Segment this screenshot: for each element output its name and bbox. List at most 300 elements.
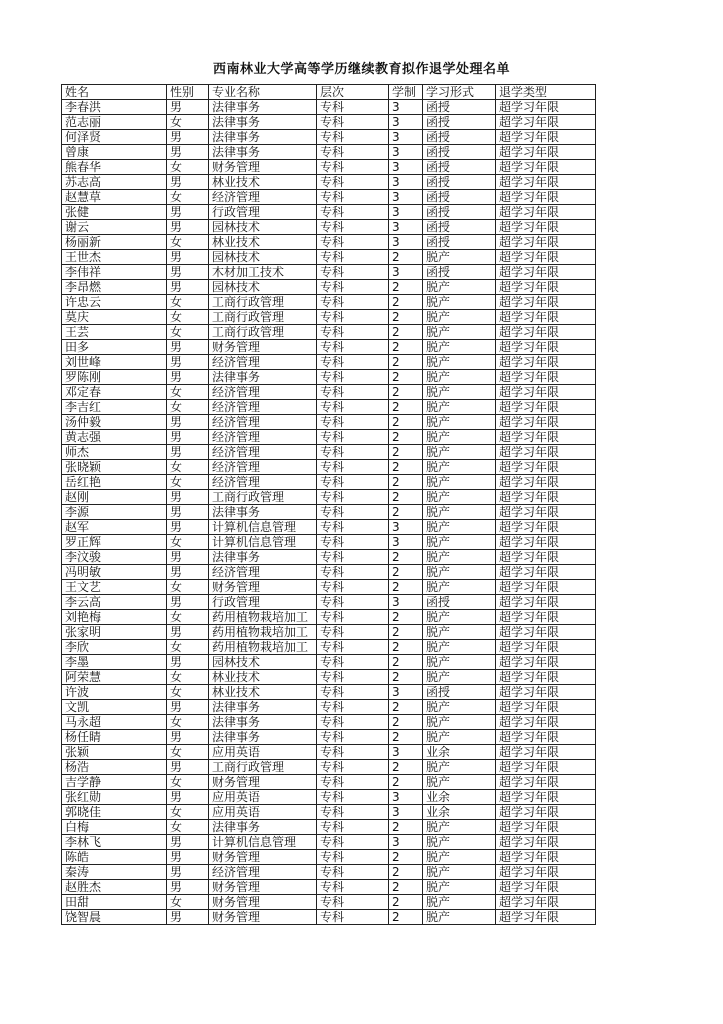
cell-level: 专科 [317,325,389,340]
cell-duration: 2 [389,280,423,295]
cell-gender: 男 [167,145,209,160]
cell-duration: 3 [389,685,423,700]
cell-gender: 男 [167,760,209,775]
cell-duration: 3 [389,160,423,175]
table-row [62,280,596,295]
table-row [62,640,596,655]
table-row [62,850,596,865]
cell-level: 专科 [317,595,389,610]
cell-major: 经济管理 [209,430,317,445]
cell-withdrawal-type: 超学习年限 [496,625,596,640]
cell-name: 李春洪 [62,100,167,115]
cell-withdrawal-type: 超学习年限 [496,415,596,430]
cell-major: 法律事务 [209,100,317,115]
cell-withdrawal-type: 超学习年限 [496,595,596,610]
cell-level: 专科 [317,850,389,865]
cell-duration: 3 [389,100,423,115]
cell-gender: 女 [167,325,209,340]
cell-major: 财务管理 [209,850,317,865]
cell-major: 法律事务 [209,550,317,565]
cell-withdrawal-type: 超学习年限 [496,910,596,925]
cell-duration: 3 [389,175,423,190]
cell-name: 郭晓佳 [62,805,167,820]
cell-withdrawal-type: 超学习年限 [496,340,596,355]
cell-level: 专科 [317,820,389,835]
cell-gender: 女 [167,670,209,685]
cell-major: 经济管理 [209,475,317,490]
table-row [62,160,596,175]
table-row [62,790,596,805]
cell-duration: 2 [389,760,423,775]
cell-study-mode: 函授 [423,685,496,700]
cell-duration: 2 [389,475,423,490]
cell-duration: 2 [389,850,423,865]
table-row [62,880,596,895]
cell-level: 专科 [317,310,389,325]
cell-study-mode: 脱产 [423,400,496,415]
cell-withdrawal-type: 超学习年限 [496,865,596,880]
table-row [62,385,596,400]
cell-withdrawal-type: 超学习年限 [496,850,596,865]
cell-name: 文凯 [62,700,167,715]
cell-gender: 女 [167,115,209,130]
cell-study-mode: 脱产 [423,895,496,910]
table-row [62,415,596,430]
cell-study-mode: 脱产 [423,520,496,535]
cell-major: 林业技术 [209,685,317,700]
cell-gender: 女 [167,685,209,700]
cell-name: 刘世峰 [62,355,167,370]
cell-withdrawal-type: 超学习年限 [496,805,596,820]
cell-name: 李云高 [62,595,167,610]
table-row [62,910,596,925]
cell-duration: 3 [389,130,423,145]
cell-level: 专科 [317,895,389,910]
cell-withdrawal-type: 超学习年限 [496,820,596,835]
cell-withdrawal-type: 超学习年限 [496,880,596,895]
cell-gender: 女 [167,460,209,475]
cell-level: 专科 [317,460,389,475]
table-row [62,805,596,820]
cell-gender: 男 [167,265,209,280]
table-row [62,730,596,745]
header-gender: 性别 [167,85,209,100]
cell-gender: 男 [167,490,209,505]
cell-withdrawal-type: 超学习年限 [496,205,596,220]
table-row [62,715,596,730]
cell-major: 林业技术 [209,175,317,190]
table-row [62,835,596,850]
cell-withdrawal-type: 超学习年限 [496,115,596,130]
cell-gender: 男 [167,625,209,640]
table-row [62,685,596,700]
cell-duration: 2 [389,415,423,430]
cell-name: 汤仲毅 [62,415,167,430]
cell-study-mode: 函授 [423,115,496,130]
cell-withdrawal-type: 超学习年限 [496,400,596,415]
cell-major: 法律事务 [209,370,317,385]
cell-duration: 2 [389,400,423,415]
cell-name: 李林飞 [62,835,167,850]
table-row [62,505,596,520]
table-row [62,220,596,235]
cell-withdrawal-type: 超学习年限 [496,295,596,310]
cell-level: 专科 [317,220,389,235]
table-row [62,325,596,340]
cell-gender: 女 [167,715,209,730]
cell-gender: 男 [167,835,209,850]
cell-gender: 女 [167,895,209,910]
cell-level: 专科 [317,670,389,685]
cell-name: 曾康 [62,145,167,160]
cell-gender: 男 [167,355,209,370]
cell-study-mode: 脱产 [423,445,496,460]
cell-gender: 女 [167,805,209,820]
cell-major: 财务管理 [209,775,317,790]
cell-major: 经济管理 [209,400,317,415]
cell-duration: 3 [389,205,423,220]
cell-withdrawal-type: 超学习年限 [496,445,596,460]
cell-major: 工商行政管理 [209,295,317,310]
cell-withdrawal-type: 超学习年限 [496,790,596,805]
cell-level: 专科 [317,415,389,430]
cell-gender: 男 [167,415,209,430]
cell-gender: 男 [167,175,209,190]
cell-major: 药用植物栽培加工 [209,625,317,640]
table-row [62,625,596,640]
cell-major: 经济管理 [209,565,317,580]
cell-duration: 2 [389,370,423,385]
cell-level: 专科 [317,505,389,520]
cell-major: 经济管理 [209,355,317,370]
cell-level: 专科 [317,490,389,505]
header-withdrawal-type: 退学类型 [496,85,596,100]
cell-name: 赵胜杰 [62,880,167,895]
table-row [62,745,596,760]
cell-major: 应用英语 [209,745,317,760]
cell-duration: 2 [389,910,423,925]
table-row [62,190,596,205]
cell-name: 吉学静 [62,775,167,790]
cell-major: 应用英语 [209,790,317,805]
cell-duration: 3 [389,235,423,250]
cell-name: 莫庆 [62,310,167,325]
cell-gender: 男 [167,730,209,745]
cell-gender: 女 [167,400,209,415]
cell-level: 专科 [317,355,389,370]
cell-gender: 男 [167,220,209,235]
cell-name: 张家明 [62,625,167,640]
cell-duration: 2 [389,895,423,910]
cell-study-mode: 函授 [423,595,496,610]
cell-name: 何泽贤 [62,130,167,145]
cell-withdrawal-type: 超学习年限 [496,460,596,475]
cell-study-mode: 脱产 [423,550,496,565]
cell-major: 法律事务 [209,730,317,745]
cell-gender: 女 [167,310,209,325]
cell-name: 谢云 [62,220,167,235]
table-row [62,265,596,280]
cell-major: 法律事务 [209,715,317,730]
cell-name: 许波 [62,685,167,700]
cell-level: 专科 [317,430,389,445]
cell-duration: 2 [389,505,423,520]
cell-major: 经济管理 [209,190,317,205]
cell-name: 赵刚 [62,490,167,505]
cell-major: 工商行政管理 [209,310,317,325]
cell-study-mode: 脱产 [423,760,496,775]
cell-withdrawal-type: 超学习年限 [496,130,596,145]
cell-name: 李昂燃 [62,280,167,295]
cell-level: 专科 [317,190,389,205]
cell-major: 应用英语 [209,805,317,820]
header-level: 层次 [317,85,389,100]
cell-study-mode: 脱产 [423,670,496,685]
cell-study-mode: 函授 [423,145,496,160]
cell-level: 专科 [317,370,389,385]
cell-duration: 3 [389,790,423,805]
cell-major: 经济管理 [209,445,317,460]
cell-name: 李墨 [62,655,167,670]
cell-name: 李伟祥 [62,265,167,280]
cell-level: 专科 [317,475,389,490]
cell-gender: 女 [167,610,209,625]
cell-duration: 2 [389,610,423,625]
cell-major: 计算机信息管理 [209,520,317,535]
cell-gender: 男 [167,700,209,715]
cell-study-mode: 业余 [423,805,496,820]
cell-major: 财务管理 [209,910,317,925]
cell-study-mode: 脱产 [423,655,496,670]
cell-duration: 3 [389,145,423,160]
table-row [62,235,596,250]
cell-name: 李吉红 [62,400,167,415]
cell-duration: 2 [389,325,423,340]
cell-name: 杨浩 [62,760,167,775]
cell-level: 专科 [317,655,389,670]
table-row [62,760,596,775]
header-major: 专业名称 [209,85,317,100]
cell-name: 田甜 [62,895,167,910]
cell-level: 专科 [317,640,389,655]
cell-gender: 男 [167,910,209,925]
cell-withdrawal-type: 超学习年限 [496,580,596,595]
cell-gender: 男 [167,655,209,670]
cell-major: 行政管理 [209,205,317,220]
cell-major: 计算机信息管理 [209,835,317,850]
cell-major: 木材加工技术 [209,265,317,280]
cell-level: 专科 [317,265,389,280]
cell-withdrawal-type: 超学习年限 [496,760,596,775]
cell-withdrawal-type: 超学习年限 [496,490,596,505]
cell-gender: 女 [167,775,209,790]
cell-major: 经济管理 [209,460,317,475]
cell-gender: 女 [167,820,209,835]
cell-level: 专科 [317,760,389,775]
cell-study-mode: 脱产 [423,310,496,325]
cell-level: 专科 [317,445,389,460]
cell-gender: 男 [167,505,209,520]
cell-withdrawal-type: 超学习年限 [496,610,596,625]
cell-gender: 女 [167,580,209,595]
cell-duration: 3 [389,520,423,535]
cell-level: 专科 [317,205,389,220]
cell-withdrawal-type: 超学习年限 [496,730,596,745]
cell-level: 专科 [317,910,389,925]
table-row [62,655,596,670]
cell-name: 张健 [62,205,167,220]
cell-gender: 女 [167,235,209,250]
cell-duration: 3 [389,190,423,205]
cell-duration: 3 [389,595,423,610]
table-row [62,550,596,565]
cell-study-mode: 脱产 [423,505,496,520]
cell-major: 法律事务 [209,145,317,160]
cell-level: 专科 [317,805,389,820]
cell-withdrawal-type: 超学习年限 [496,265,596,280]
cell-name: 黄志强 [62,430,167,445]
cell-major: 园林技术 [209,220,317,235]
cell-name: 李汶骏 [62,550,167,565]
cell-duration: 2 [389,775,423,790]
cell-duration: 2 [389,880,423,895]
cell-withdrawal-type: 超学习年限 [496,685,596,700]
cell-major: 园林技术 [209,280,317,295]
table-row [62,535,596,550]
cell-withdrawal-type: 超学习年限 [496,160,596,175]
cell-name: 邓定春 [62,385,167,400]
cell-major: 法律事务 [209,505,317,520]
cell-major: 财务管理 [209,160,317,175]
cell-major: 药用植物栽培加工 [209,640,317,655]
cell-level: 专科 [317,130,389,145]
table-row [62,430,596,445]
cell-gender: 男 [167,340,209,355]
cell-study-mode: 函授 [423,205,496,220]
cell-duration: 2 [389,715,423,730]
cell-level: 专科 [317,835,389,850]
table-row [62,460,596,475]
cell-study-mode: 函授 [423,220,496,235]
cell-name: 张红勋 [62,790,167,805]
header-duration: 学制 [389,85,423,100]
cell-name: 赵军 [62,520,167,535]
cell-name: 罗陈刚 [62,370,167,385]
cell-name: 阿荣慧 [62,670,167,685]
cell-duration: 3 [389,265,423,280]
cell-withdrawal-type: 超学习年限 [496,145,596,160]
cell-study-mode: 脱产 [423,370,496,385]
cell-major: 行政管理 [209,595,317,610]
table-row [62,145,596,160]
cell-level: 专科 [317,295,389,310]
cell-withdrawal-type: 超学习年限 [496,280,596,295]
cell-gender: 女 [167,295,209,310]
cell-study-mode: 脱产 [423,730,496,745]
cell-name: 陈皓 [62,850,167,865]
cell-name: 岳红艳 [62,475,167,490]
cell-study-mode: 脱产 [423,475,496,490]
cell-duration: 3 [389,535,423,550]
cell-withdrawal-type: 超学习年限 [496,550,596,565]
cell-level: 专科 [317,535,389,550]
cell-name: 杨丽新 [62,235,167,250]
table-header-row [62,85,596,100]
cell-major: 林业技术 [209,670,317,685]
cell-gender: 男 [167,100,209,115]
cell-duration: 3 [389,220,423,235]
cell-study-mode: 脱产 [423,775,496,790]
cell-withdrawal-type: 超学习年限 [496,310,596,325]
cell-duration: 3 [389,835,423,850]
cell-withdrawal-type: 超学习年限 [496,775,596,790]
cell-major: 工商行政管理 [209,490,317,505]
cell-level: 专科 [317,145,389,160]
document-title: 西南林业大学高等学历继续教育拟作退学处理名单 [212,62,510,77]
cell-level: 专科 [317,340,389,355]
cell-major: 经济管理 [209,385,317,400]
cell-duration: 2 [389,460,423,475]
cell-withdrawal-type: 超学习年限 [496,640,596,655]
cell-level: 专科 [317,580,389,595]
cell-level: 专科 [317,100,389,115]
cell-duration: 2 [389,640,423,655]
table-row [62,865,596,880]
cell-study-mode: 脱产 [423,325,496,340]
cell-duration: 2 [389,430,423,445]
cell-gender: 女 [167,535,209,550]
cell-major: 经济管理 [209,415,317,430]
cell-level: 专科 [317,385,389,400]
cell-major: 财务管理 [209,880,317,895]
cell-duration: 2 [389,820,423,835]
cell-gender: 女 [167,640,209,655]
cell-name: 杨任睛 [62,730,167,745]
cell-duration: 2 [389,355,423,370]
cell-level: 专科 [317,160,389,175]
cell-gender: 男 [167,565,209,580]
cell-gender: 女 [167,745,209,760]
cell-duration: 3 [389,805,423,820]
cell-major: 财务管理 [209,895,317,910]
cell-level: 专科 [317,115,389,130]
cell-study-mode: 脱产 [423,490,496,505]
cell-gender: 男 [167,595,209,610]
cell-gender: 女 [167,160,209,175]
cell-level: 专科 [317,745,389,760]
cell-level: 专科 [317,400,389,415]
cell-withdrawal-type: 超学习年限 [496,505,596,520]
cell-name: 李源 [62,505,167,520]
cell-withdrawal-type: 超学习年限 [496,190,596,205]
table-row [62,820,596,835]
cell-major: 园林技术 [209,655,317,670]
cell-gender: 男 [167,370,209,385]
cell-withdrawal-type: 超学习年限 [496,355,596,370]
cell-study-mode: 脱产 [423,880,496,895]
cell-duration: 2 [389,340,423,355]
cell-withdrawal-type: 超学习年限 [496,220,596,235]
table-row [62,175,596,190]
cell-withdrawal-type: 超学习年限 [496,670,596,685]
cell-withdrawal-type: 超学习年限 [496,250,596,265]
cell-study-mode: 函授 [423,265,496,280]
cell-name: 苏志高 [62,175,167,190]
cell-withdrawal-type: 超学习年限 [496,745,596,760]
cell-level: 专科 [317,790,389,805]
table-row [62,100,596,115]
cell-duration: 2 [389,655,423,670]
